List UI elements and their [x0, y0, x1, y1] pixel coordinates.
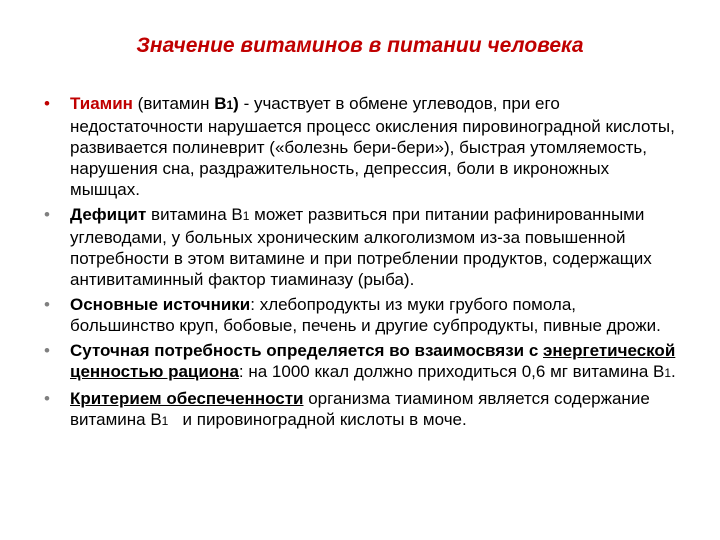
item-text — [70, 295, 661, 335]
bullet-list — [40, 93, 680, 436]
item-term: Основные источники — [70, 295, 251, 314]
item-text-fragment: может развиться при питании рафинированными углеводами, у больных хроническим алкоголизмом из-за повышенной потребности в этом витамине и при потреблении продуктов, содержащих антивитаминный фактор тиаминазу (рыба). — [70, 205, 652, 289]
list-item — [40, 294, 680, 336]
bullet-icon: • — [44, 205, 50, 224]
subscript: 1 — [226, 98, 234, 112]
list-item — [40, 388, 680, 432]
item-term: Дефицит — [70, 205, 147, 224]
bullet-icon: • — [44, 389, 50, 408]
item-term: Суточная потребность определяется во взаимосвязи с — [70, 341, 539, 360]
item-text-fragment: витамина В — [146, 205, 243, 224]
item-text-fragment: организма тиамином является содержание витамина В — [70, 389, 650, 429]
list-item — [40, 93, 680, 200]
item-text-fragment: и пировиноградной кислоты в моче. — [168, 410, 467, 429]
bullet-icon: • — [44, 94, 50, 113]
item-text — [70, 341, 676, 381]
item-text — [70, 94, 675, 199]
item-text-fragment: : хлебопродукты из муки грубого помола, большинство круп, бобовые, печень и другие субпродукты, пивные дрожи. — [70, 295, 661, 335]
item-text-fragment: В — [214, 94, 227, 113]
subscript: 1 — [161, 414, 169, 428]
subscript: 1 — [664, 366, 672, 380]
item-text-fragment: . — [671, 362, 676, 381]
slide-title: Значение витаминов в питании человека — [136, 34, 584, 57]
item-text-fragment: ) — [233, 94, 239, 113]
item-text-fragment: (витамин — [132, 94, 215, 113]
item-term: Критерием обеспеченности — [70, 389, 304, 408]
item-text — [70, 389, 650, 429]
item-term: Тиамин — [70, 94, 133, 113]
item-text-fragment: : на 1000 ккал должно приходиться 0,6 мг витамина В — [238, 362, 665, 381]
list-item — [40, 340, 680, 384]
item-text-fragment: - участвует в обмене углеводов, при его недостаточности нарушается процесс окисления пировиноградной кислоты, развивается полиневрит («болезнь бери-бери»), быстрая утомляемость, нарушения сна, раздражительность, депрессия, боли в икроножных мышцах. — [70, 94, 675, 199]
item-term-underlined: энергетической ценностью рациона — [70, 341, 676, 381]
item-text — [70, 205, 652, 289]
subscript: 1 — [242, 209, 250, 223]
list-item — [40, 204, 680, 290]
bullet-icon: • — [44, 341, 50, 360]
bullet-icon: • — [44, 295, 50, 314]
